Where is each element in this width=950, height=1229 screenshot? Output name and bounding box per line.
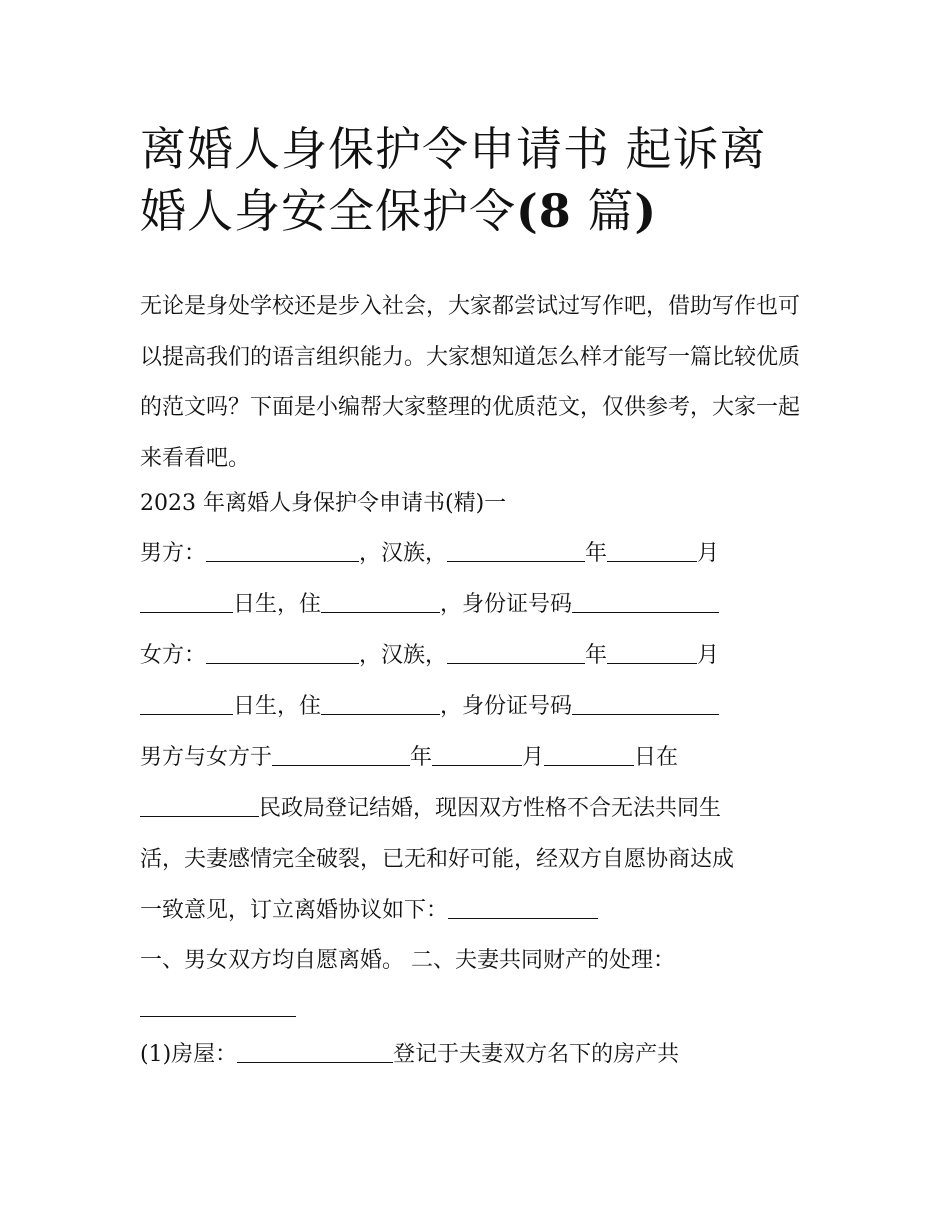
- born-text: 日生，住: [233, 694, 322, 719]
- male-label: 男方：: [140, 541, 207, 566]
- id-number-text: ，身份证号码: [440, 694, 573, 719]
- male-year-blank[interactable]: [447, 541, 585, 562]
- title-line-2-text: 婚人身安全保护令: [140, 184, 516, 238]
- marriage-day-blank[interactable]: [544, 745, 634, 766]
- marriage-month-blank[interactable]: [432, 745, 522, 766]
- ethnicity-text: ，汉族，: [359, 643, 448, 668]
- year-label: 年: [410, 745, 433, 770]
- male-name-blank[interactable]: [206, 541, 359, 562]
- section-heading: 2023 年离婚人身保护令申请书(精)一: [140, 491, 507, 516]
- property-blank[interactable]: [140, 996, 296, 1017]
- ethnicity-text: ，汉族，: [359, 541, 448, 566]
- female-year-blank[interactable]: [447, 643, 585, 664]
- marriage-year-blank[interactable]: [272, 745, 410, 766]
- born-text: 日生，住: [233, 592, 322, 617]
- female-label: 女方：: [140, 643, 207, 668]
- paragraph-line-3: [140, 896, 598, 926]
- property-blank-line: [140, 994, 296, 1024]
- registry-line: [140, 794, 721, 824]
- intro-paragraph: 无论是身处学校还是步入社会，大家都尝试过写作吧，借助写作也可以提高我们的语言组织能力。大家想知道怎么样才能写一篇比较优质的范文吗？下面是小编帮大家整理的优质范文，仅供参考，大家一起来看看吧。: [140, 294, 801, 471]
- title-count-unit: 篇: [571, 184, 635, 238]
- title-line-2: [140, 180, 820, 242]
- male-line-2: [140, 590, 719, 620]
- house-label: (1)房屋：: [140, 1042, 238, 1067]
- male-line-1: [140, 539, 719, 569]
- month-label: 月: [522, 745, 545, 770]
- female-address-blank[interactable]: [321, 694, 440, 715]
- title-close-paren: ): [634, 184, 658, 238]
- document-title: [140, 118, 820, 242]
- female-month-blank[interactable]: [607, 643, 697, 664]
- female-name-blank[interactable]: [206, 643, 359, 664]
- month-label: 月: [697, 643, 720, 668]
- agreement-blank[interactable]: [448, 898, 598, 919]
- agreement-text: 一致意见，订立离婚协议如下：: [140, 898, 449, 923]
- male-id-blank[interactable]: [572, 592, 719, 613]
- title-line-1: 离婚人身保护令申请书 起诉离: [140, 122, 767, 176]
- year-label: 年: [585, 541, 608, 566]
- female-line-1: [140, 641, 719, 671]
- item-one-line: 一、男女双方均自愿离婚。 二、夫妻共同财产的处理：: [140, 948, 675, 973]
- registry-text: 民政局登记结婚，现因双方性格不合无法共同生: [259, 796, 722, 821]
- day-at-text: 日在: [634, 745, 679, 770]
- female-line-2: [140, 692, 719, 722]
- house-text: 登记于夫妻双方名下的房产共: [393, 1042, 680, 1067]
- house-line: [140, 1040, 679, 1070]
- female-day-blank[interactable]: [140, 694, 233, 715]
- marriage-date-line: [140, 743, 678, 773]
- male-month-blank[interactable]: [607, 541, 697, 562]
- title-count: (8: [516, 184, 572, 238]
- year-label: 年: [585, 643, 608, 668]
- registry-blank[interactable]: [140, 796, 259, 817]
- paragraph-line-2: 活，夫妻感情完全破裂，已无和好可能，经双方自愿协商达成: [140, 847, 735, 872]
- id-number-text: ，身份证号码: [440, 592, 573, 617]
- male-day-blank[interactable]: [140, 592, 233, 613]
- marriage-prefix: 男方与女方于: [140, 745, 273, 770]
- house-blank[interactable]: [237, 1042, 393, 1063]
- female-id-blank[interactable]: [572, 694, 719, 715]
- male-address-blank[interactable]: [321, 592, 440, 613]
- month-label: 月: [697, 541, 720, 566]
